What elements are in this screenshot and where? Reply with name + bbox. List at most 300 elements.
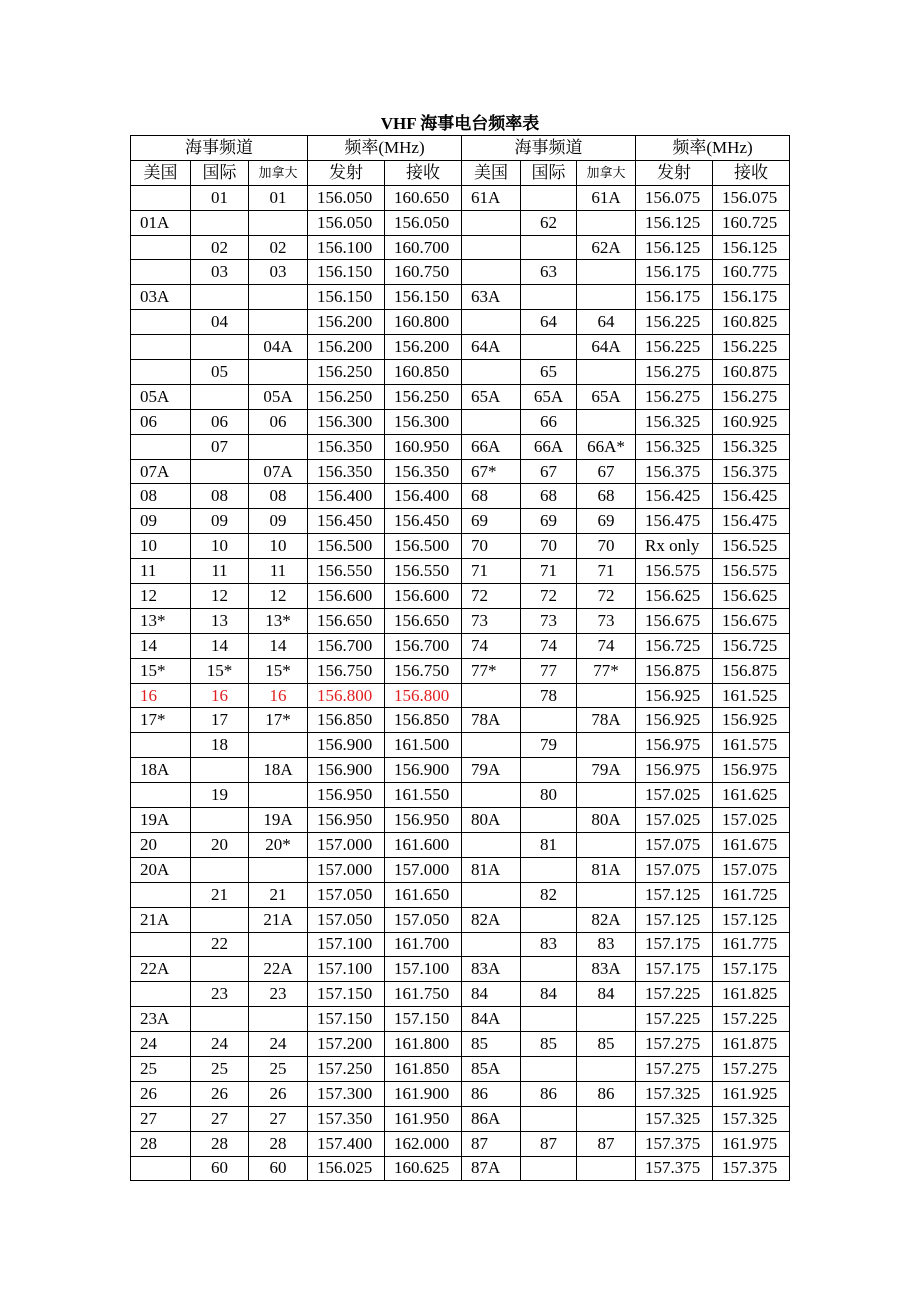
intl-channel-right-cell [521,185,577,210]
rx-frequency-right-cell: 157.225 [713,1007,790,1032]
usa-channel-left-cell [131,310,191,335]
usa-channel-right-cell: 84A [462,1007,521,1032]
canada-channel-left-cell: 02 [249,235,308,260]
tx-frequency-left-cell: 156.050 [308,210,385,235]
intl-channel-right-cell [521,335,577,360]
rx-frequency-right-cell: 160.775 [713,260,790,285]
intl-channel-left-cell: 04 [191,310,249,335]
canada-channel-right-cell: 85 [577,1032,636,1057]
usa-channel-left-cell: 16 [131,683,191,708]
canada-channel-right-cell: 64 [577,310,636,335]
usa-channel-right-cell [462,310,521,335]
tx-frequency-right-cell: 156.425 [636,484,713,509]
usa-channel-left-cell: 03A [131,285,191,310]
tx-frequency-right-cell: 157.325 [636,1106,713,1131]
canada-channel-left-cell [249,1007,308,1032]
canada-channel-right-cell [577,832,636,857]
tx-frequency-right-cell: 156.125 [636,210,713,235]
rx-frequency-left-cell: 156.600 [385,584,462,609]
canada-channel-right-cell: 81A [577,857,636,882]
table-row [131,409,790,434]
usa-channel-right-cell: 69 [462,509,521,534]
intl-channel-left-cell: 26 [191,1081,249,1106]
intl-channel-left-cell: 22 [191,932,249,957]
rx-frequency-right-cell: 157.075 [713,857,790,882]
table-row [131,708,790,733]
intl-channel-right-cell: 62 [521,210,577,235]
tx-frequency-right-cell: 156.325 [636,409,713,434]
usa-channel-right-cell: 83A [462,957,521,982]
usa-channel-right-cell [462,683,521,708]
rx-frequency-right-cell: 160.875 [713,360,790,385]
rx-frequency-right-cell: 156.325 [713,434,790,459]
rx-frequency-right-cell: 156.575 [713,559,790,584]
header-usa-left: 美国 [131,160,191,185]
canada-channel-right-cell: 62A [577,235,636,260]
tx-frequency-right-cell: 156.925 [636,683,713,708]
usa-channel-left-cell: 07A [131,459,191,484]
intl-channel-right-cell: 65 [521,360,577,385]
usa-channel-right-cell: 85 [462,1032,521,1057]
usa-channel-right-cell: 85A [462,1056,521,1081]
canada-channel-left-cell [249,733,308,758]
intl-channel-left-cell [191,907,249,932]
usa-channel-left-cell [131,260,191,285]
table-row [131,758,790,783]
usa-channel-left-cell: 18A [131,758,191,783]
table-row [131,608,790,633]
canada-channel-left-cell: 09 [249,509,308,534]
canada-channel-right-cell: 65A [577,384,636,409]
rx-frequency-right-cell: 161.525 [713,683,790,708]
intl-channel-right-cell: 83 [521,932,577,957]
rx-frequency-left-cell: 156.900 [385,758,462,783]
rx-frequency-right-cell: 156.725 [713,633,790,658]
usa-channel-right-cell: 87 [462,1131,521,1156]
intl-channel-left-cell: 01 [191,185,249,210]
intl-channel-left-cell: 19 [191,783,249,808]
rx-frequency-right-cell: 161.775 [713,932,790,957]
rx-frequency-left-cell: 156.500 [385,534,462,559]
tx-frequency-right-cell: 157.025 [636,783,713,808]
usa-channel-left-cell: 05A [131,384,191,409]
intl-channel-right-cell: 64 [521,310,577,335]
table-row [131,982,790,1007]
usa-channel-left-cell [131,1156,191,1181]
rx-frequency-right-cell: 156.875 [713,658,790,683]
usa-channel-right-cell [462,882,521,907]
rx-frequency-right-cell: 156.075 [713,185,790,210]
rx-frequency-left-cell: 157.050 [385,907,462,932]
intl-channel-right-cell: 70 [521,534,577,559]
intl-channel-right-cell [521,907,577,932]
table-row [131,932,790,957]
tx-frequency-right-cell: 156.325 [636,434,713,459]
table-row [131,882,790,907]
header-tx-left: 发射 [308,160,385,185]
rx-frequency-left-cell: 161.800 [385,1032,462,1057]
rx-frequency-left-cell: 160.800 [385,310,462,335]
tx-frequency-left-cell: 156.250 [308,360,385,385]
intl-channel-right-cell [521,708,577,733]
tx-frequency-left-cell: 157.200 [308,1032,385,1057]
usa-channel-left-cell: 25 [131,1056,191,1081]
tx-frequency-left-cell: 156.025 [308,1156,385,1181]
rx-frequency-right-cell: 161.875 [713,1032,790,1057]
intl-channel-right-cell [521,1106,577,1131]
rx-frequency-right-cell: 157.375 [713,1156,790,1181]
intl-channel-right-cell [521,1156,577,1181]
intl-channel-left-cell: 09 [191,509,249,534]
tx-frequency-right-cell: 157.225 [636,1007,713,1032]
canada-channel-left-cell: 21A [249,907,308,932]
usa-channel-left-cell: 21A [131,907,191,932]
rx-frequency-left-cell: 160.750 [385,260,462,285]
usa-channel-right-cell: 64A [462,335,521,360]
usa-channel-right-cell [462,260,521,285]
usa-channel-right-cell: 87A [462,1156,521,1181]
usa-channel-right-cell: 66A [462,434,521,459]
intl-channel-right-cell [521,758,577,783]
canada-channel-left-cell: 06 [249,409,308,434]
canada-channel-left-cell: 16 [249,683,308,708]
tx-frequency-left-cell: 156.200 [308,310,385,335]
tx-frequency-left-cell: 156.650 [308,608,385,633]
intl-channel-right-cell [521,1007,577,1032]
rx-frequency-left-cell: 156.050 [385,210,462,235]
rx-frequency-right-cell: 161.725 [713,882,790,907]
tx-frequency-left-cell: 156.550 [308,559,385,584]
rx-frequency-right-cell: 156.425 [713,484,790,509]
tx-frequency-left-cell: 156.350 [308,459,385,484]
intl-channel-left-cell: 27 [191,1106,249,1131]
intl-channel-left-cell: 25 [191,1056,249,1081]
usa-channel-left-cell [131,335,191,360]
canada-channel-right-cell: 70 [577,534,636,559]
tx-frequency-right-cell: 157.175 [636,957,713,982]
tx-frequency-left-cell: 156.150 [308,260,385,285]
tx-frequency-left-cell: 156.700 [308,633,385,658]
usa-channel-left-cell: 09 [131,509,191,534]
usa-channel-right-cell: 68 [462,484,521,509]
rx-frequency-left-cell: 156.950 [385,808,462,833]
intl-channel-right-cell: 80 [521,783,577,808]
tx-frequency-left-cell: 156.500 [308,534,385,559]
tx-frequency-right-cell: 157.225 [636,982,713,1007]
canada-channel-right-cell: 77* [577,658,636,683]
usa-channel-left-cell: 06 [131,409,191,434]
rx-frequency-right-cell: 161.575 [713,733,790,758]
tx-frequency-right-cell: 156.375 [636,459,713,484]
tx-frequency-right-cell: 156.225 [636,335,713,360]
canada-channel-right-cell [577,1156,636,1181]
rx-frequency-right-cell: 161.975 [713,1131,790,1156]
header-channel-group-left: 海事频道 [131,136,308,161]
intl-channel-right-cell: 66 [521,409,577,434]
usa-channel-right-cell: 78A [462,708,521,733]
canada-channel-left-cell [249,285,308,310]
rx-frequency-left-cell: 156.350 [385,459,462,484]
usa-channel-right-cell [462,360,521,385]
canada-channel-right-cell [577,285,636,310]
table-row [131,285,790,310]
tx-frequency-left-cell: 157.150 [308,1007,385,1032]
tx-frequency-right-cell: 156.125 [636,235,713,260]
rx-frequency-left-cell: 160.850 [385,360,462,385]
usa-channel-right-cell [462,409,521,434]
canada-channel-left-cell: 17* [249,708,308,733]
table-row [131,808,790,833]
intl-channel-left-cell [191,459,249,484]
tx-frequency-right-cell: 156.575 [636,559,713,584]
rx-frequency-left-cell: 161.900 [385,1081,462,1106]
usa-channel-right-cell: 77* [462,658,521,683]
usa-channel-right-cell [462,733,521,758]
canada-channel-left-cell: 18A [249,758,308,783]
intl-channel-right-cell: 73 [521,608,577,633]
usa-channel-right-cell: 80A [462,808,521,833]
rx-frequency-left-cell: 156.850 [385,708,462,733]
canada-channel-right-cell [577,1056,636,1081]
intl-channel-right-cell: 87 [521,1131,577,1156]
rx-frequency-left-cell: 156.800 [385,683,462,708]
canada-channel-right-cell: 69 [577,509,636,534]
canada-channel-right-cell: 71 [577,559,636,584]
intl-channel-left-cell: 05 [191,360,249,385]
table-row [131,360,790,385]
intl-channel-right-cell [521,1056,577,1081]
table-row [131,185,790,210]
table-row [131,1032,790,1057]
canada-channel-left-cell: 23 [249,982,308,1007]
usa-channel-right-cell: 73 [462,608,521,633]
table-row [131,384,790,409]
tx-frequency-left-cell: 157.100 [308,932,385,957]
canada-channel-right-cell: 84 [577,982,636,1007]
rx-frequency-right-cell: 157.125 [713,907,790,932]
canada-channel-right-cell: 72 [577,584,636,609]
intl-channel-left-cell: 06 [191,409,249,434]
canada-channel-right-cell: 86 [577,1081,636,1106]
table-row [131,1056,790,1081]
canada-channel-left-cell [249,857,308,882]
tx-frequency-right-cell: 157.125 [636,907,713,932]
canada-channel-right-cell [577,210,636,235]
rx-frequency-right-cell: 161.675 [713,832,790,857]
tx-frequency-left-cell: 156.800 [308,683,385,708]
usa-channel-right-cell: 70 [462,534,521,559]
tx-frequency-right-cell: 157.025 [636,808,713,833]
usa-channel-left-cell: 22A [131,957,191,982]
rx-frequency-left-cell: 161.750 [385,982,462,1007]
tx-frequency-left-cell: 156.950 [308,808,385,833]
header-intl-left: 国际 [191,160,249,185]
table-row [131,1156,790,1181]
intl-channel-right-cell: 67 [521,459,577,484]
canada-channel-left-cell: 15* [249,658,308,683]
tx-frequency-left-cell: 156.300 [308,409,385,434]
rx-frequency-right-cell: 156.125 [713,235,790,260]
tx-frequency-right-cell: 157.125 [636,882,713,907]
tx-frequency-right-cell: 156.675 [636,608,713,633]
tx-frequency-right-cell: 157.075 [636,857,713,882]
usa-channel-left-cell: 15* [131,658,191,683]
header-rx-right: 接收 [713,160,790,185]
tx-frequency-right-cell: 156.625 [636,584,713,609]
rx-frequency-left-cell: 156.300 [385,409,462,434]
usa-channel-right-cell: 81A [462,857,521,882]
tx-frequency-left-cell: 156.400 [308,484,385,509]
intl-channel-right-cell: 79 [521,733,577,758]
intl-channel-right-cell: 81 [521,832,577,857]
usa-channel-left-cell: 24 [131,1032,191,1057]
table-row [131,1081,790,1106]
usa-channel-left-cell [131,733,191,758]
table-row [131,260,790,285]
intl-channel-right-cell: 68 [521,484,577,509]
intl-channel-right-cell: 66A [521,434,577,459]
canada-channel-right-cell: 82A [577,907,636,932]
tx-frequency-left-cell: 157.300 [308,1081,385,1106]
tx-frequency-left-cell: 156.850 [308,708,385,733]
canada-channel-left-cell: 28 [249,1131,308,1156]
canada-channel-right-cell: 83 [577,932,636,957]
canada-channel-left-cell: 04A [249,335,308,360]
usa-channel-right-cell: 86A [462,1106,521,1131]
usa-channel-left-cell: 23A [131,1007,191,1032]
tx-frequency-right-cell: 157.275 [636,1056,713,1081]
usa-channel-left-cell: 20 [131,832,191,857]
canada-channel-left-cell: 12 [249,584,308,609]
usa-channel-right-cell [462,832,521,857]
tx-frequency-left-cell: 156.900 [308,733,385,758]
tx-frequency-left-cell: 156.450 [308,509,385,534]
rx-frequency-left-cell: 156.450 [385,509,462,534]
usa-channel-left-cell: 08 [131,484,191,509]
intl-channel-left-cell: 24 [191,1032,249,1057]
rx-frequency-right-cell: 161.625 [713,783,790,808]
rx-frequency-right-cell: 156.975 [713,758,790,783]
canada-channel-right-cell: 87 [577,1131,636,1156]
tx-frequency-left-cell: 157.400 [308,1131,385,1156]
rx-frequency-left-cell: 160.950 [385,434,462,459]
intl-channel-right-cell: 71 [521,559,577,584]
table-row [131,434,790,459]
usa-channel-right-cell: 74 [462,633,521,658]
usa-channel-left-cell [131,360,191,385]
rx-frequency-left-cell: 157.150 [385,1007,462,1032]
canada-channel-left-cell: 25 [249,1056,308,1081]
table-row [131,484,790,509]
canada-channel-right-cell [577,260,636,285]
usa-channel-right-cell: 86 [462,1081,521,1106]
usa-channel-right-cell: 63A [462,285,521,310]
header-canada-left: 加拿大 [249,160,308,185]
header-tx-right: 发射 [636,160,713,185]
canada-channel-right-cell [577,409,636,434]
usa-channel-right-cell: 82A [462,907,521,932]
canada-channel-left-cell: 19A [249,808,308,833]
canada-channel-left-cell: 14 [249,633,308,658]
table-row [131,633,790,658]
tx-frequency-right-cell: 157.375 [636,1131,713,1156]
tx-frequency-right-cell: 156.275 [636,384,713,409]
usa-channel-right-cell [462,210,521,235]
canada-channel-left-cell [249,210,308,235]
table-row [131,335,790,360]
intl-channel-right-cell: 77 [521,658,577,683]
intl-channel-right-cell [521,285,577,310]
tx-frequency-right-cell: 156.475 [636,509,713,534]
usa-channel-left-cell: 12 [131,584,191,609]
tx-frequency-right-cell: 156.175 [636,260,713,285]
canada-channel-right-cell: 61A [577,185,636,210]
rx-frequency-right-cell: 156.275 [713,384,790,409]
rx-frequency-left-cell: 161.700 [385,932,462,957]
canada-channel-right-cell [577,783,636,808]
tx-frequency-left-cell: 157.250 [308,1056,385,1081]
usa-channel-left-cell: 28 [131,1131,191,1156]
canada-channel-left-cell: 03 [249,260,308,285]
tx-frequency-left-cell: 157.350 [308,1106,385,1131]
tx-frequency-right-cell: 157.275 [636,1032,713,1057]
intl-channel-left-cell: 14 [191,633,249,658]
header-row-groups [131,136,790,161]
rx-frequency-left-cell: 161.950 [385,1106,462,1131]
usa-channel-left-cell: 20A [131,857,191,882]
usa-channel-left-cell: 01A [131,210,191,235]
canada-channel-right-cell: 67 [577,459,636,484]
usa-channel-left-cell [131,235,191,260]
intl-channel-right-cell: 84 [521,982,577,1007]
canada-channel-left-cell [249,932,308,957]
tx-frequency-right-cell: 156.975 [636,758,713,783]
table-row [131,210,790,235]
canada-channel-left-cell: 01 [249,185,308,210]
table-row [131,509,790,534]
intl-channel-left-cell [191,957,249,982]
intl-channel-left-cell: 07 [191,434,249,459]
rx-frequency-left-cell: 160.650 [385,185,462,210]
table-row [131,235,790,260]
canada-channel-left-cell: 05A [249,384,308,409]
usa-channel-left-cell: 14 [131,633,191,658]
canada-channel-left-cell: 60 [249,1156,308,1181]
usa-channel-right-cell: 79A [462,758,521,783]
tx-frequency-left-cell: 156.050 [308,185,385,210]
canada-channel-left-cell [249,310,308,335]
header-row-columns [131,160,790,185]
intl-channel-left-cell: 10 [191,534,249,559]
usa-channel-left-cell: 19A [131,808,191,833]
tx-frequency-right-cell: 157.175 [636,932,713,957]
canada-channel-left-cell [249,434,308,459]
tx-frequency-right-cell: Rx only [636,534,713,559]
tx-frequency-left-cell: 156.950 [308,783,385,808]
rx-frequency-left-cell: 161.550 [385,783,462,808]
header-canada-right: 加拿大 [577,160,636,185]
table-row [131,310,790,335]
intl-channel-right-cell: 85 [521,1032,577,1057]
canada-channel-left-cell [249,783,308,808]
tx-frequency-left-cell: 157.050 [308,907,385,932]
canada-channel-right-cell: 64A [577,335,636,360]
header-usa-right: 美国 [462,160,521,185]
canada-channel-right-cell: 83A [577,957,636,982]
tx-frequency-right-cell: 156.875 [636,658,713,683]
rx-frequency-left-cell: 156.550 [385,559,462,584]
canada-channel-left-cell: 07A [249,459,308,484]
